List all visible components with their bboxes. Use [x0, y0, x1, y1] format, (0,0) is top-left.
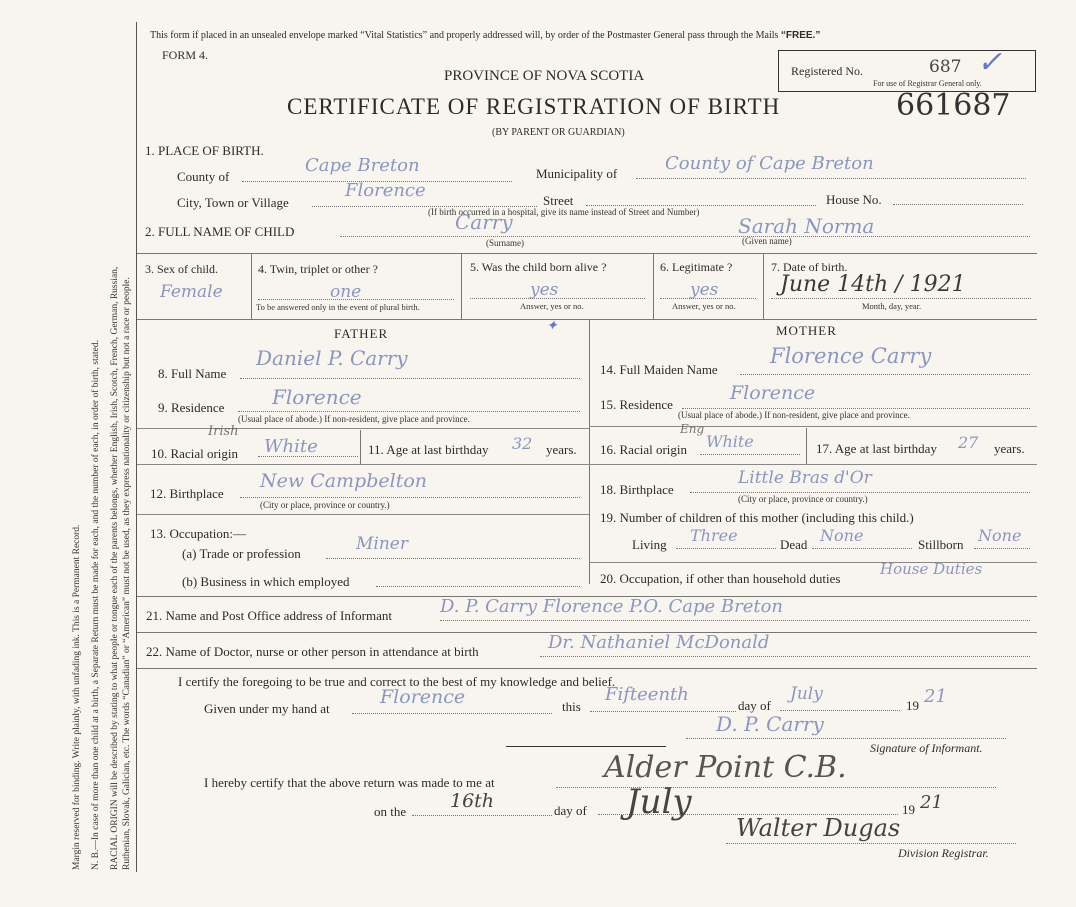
year-value: 21	[924, 686, 947, 707]
side-note-3: RACIAL ORIGIN will be described by stating to what people or tongue each of the parents belongs, whether English, Irish, Scotch, French, German, Russian,	[110, 266, 120, 870]
child-label: 2. FULL NAME OF CHILD	[145, 224, 295, 239]
mother-birthplace-note: (City or place, province or country.)	[738, 494, 868, 504]
year-prefix: 19	[906, 698, 919, 713]
street-label: Street	[543, 193, 574, 208]
mother-age-label: 17. Age at last birthday	[816, 441, 937, 456]
place-label: 1. PLACE OF BIRTH.	[145, 143, 264, 158]
father-age-label: 11. Age at last birthday	[368, 442, 489, 457]
father-business-label: (b) Business in which employed	[182, 574, 350, 589]
date-note: Month, day, year.	[862, 301, 922, 311]
father-age-value: 32	[512, 434, 533, 453]
doctor-label: 22. Name of Doctor, nurse or other person in attendance at birth	[146, 644, 479, 659]
father-racial-above: Irish	[208, 424, 239, 439]
registrar-text: I hereby certify that the above return was made to me at	[204, 775, 495, 790]
mother-children-label: 19. Number of children of this mother (including this child.)	[600, 510, 914, 525]
father-residence-label: 9. Residence	[158, 400, 225, 415]
father-racial-label: 10. Racial origin	[151, 446, 239, 461]
given-label: Given under my hand at	[204, 701, 330, 716]
dead-value: None	[820, 526, 864, 545]
mother-residence-note: (Usual place of abode.) If non-resident, give place and province.	[678, 410, 910, 420]
mother-occupation-value: House Duties	[880, 560, 983, 578]
mother-name-label: 14. Full Maiden Name	[600, 362, 718, 377]
registrar-year-value: 21	[920, 792, 943, 813]
this-value: Fifteenth	[605, 684, 689, 705]
father-residence-value: Florence	[272, 385, 362, 409]
father-birthplace-value: New Campbelton	[260, 470, 428, 492]
mother-heading: MOTHER	[776, 323, 837, 338]
stillborn-value: None	[978, 526, 1022, 545]
registrar-day-of-value: July	[626, 782, 692, 822]
left-border	[136, 22, 137, 872]
living-value: Three	[690, 526, 738, 545]
mother-racial-above: Eng	[680, 422, 705, 436]
form-number: FORM 4.	[162, 48, 209, 62]
mother-residence-value: Florence	[730, 382, 816, 404]
surname-note: (Surname)	[486, 238, 524, 248]
certificate-subtitle: (BY PARENT OR GUARDIAN)	[492, 127, 625, 138]
this-label: this	[562, 699, 581, 714]
informant-value: D. P. Carry Florence P.O. Cape Breton	[440, 596, 784, 617]
mother-birthplace-label: 18. Birthplace	[600, 482, 674, 497]
mother-birthplace-value: Little Bras d'Or	[738, 468, 872, 488]
sex-value: Female	[160, 282, 223, 302]
side-note-4: Ruthenian, Slovak, Galician, etc. The words “Canadian” or “American” must not be used, as they express nationality or citizenship but not a race or people.	[122, 277, 132, 870]
municipality-value: County of Cape Breton	[665, 153, 874, 174]
house-label: House No.	[826, 192, 882, 207]
stillborn-label: Stillborn	[918, 537, 964, 552]
given-value: Sarah Norma	[738, 214, 875, 238]
postal-note: This form if placed in an unsealed envelope marked “Vital Statistics” and properly addressed will, by order of the Postmaster General pass through the Mails “FREE.”	[150, 30, 821, 41]
father-years: years.	[546, 442, 577, 457]
municipality-label: Municipality of	[536, 166, 618, 181]
registrar-place-value: Alder Point C.B.	[604, 750, 847, 785]
side-note-1: Margin reserved for binding. Write plainly, with unfading ink. This is a Permanent Record.	[72, 524, 82, 870]
certify-text: I certify the foregoing to be true and correct to the best of my knowledge and belief.	[178, 674, 616, 689]
twin-label: 4. Twin, triplet or other ?	[258, 262, 378, 276]
dead-label: Dead	[780, 537, 808, 552]
day-of-label: day of	[738, 698, 771, 713]
mother-age-value: 27	[958, 433, 979, 452]
mother-residence-label: 15. Residence	[600, 397, 673, 412]
alive-note: Answer, yes or no.	[520, 301, 584, 311]
registrar-year-prefix: 19	[902, 802, 915, 817]
certificate-title: CERTIFICATE OF REGISTRATION OF BIRTH	[287, 94, 781, 119]
father-occupation-label: 13. Occupation:—	[150, 526, 247, 541]
father-residence-note: (Usual place of abode.) If non-resident, give place and province.	[238, 414, 470, 424]
sex-label: 3. Sex of child.	[145, 262, 218, 276]
registered-value: 687	[929, 57, 962, 77]
alive-value: yes	[530, 280, 559, 300]
given-place-value: Florence	[380, 686, 466, 708]
pen-mark: ✦	[546, 318, 558, 334]
mother-racial-value: White	[706, 432, 754, 451]
informant-label: 21. Name and Post Office address of Informant	[146, 608, 392, 623]
date-label: 7. Date of birth.	[771, 260, 848, 274]
twin-note: To be answered only in the event of plural birth.	[256, 302, 420, 312]
day-of-value: July	[790, 684, 823, 704]
father-name-value: Daniel P. Carry	[256, 346, 408, 370]
hospital-note: (If birth occurred in a hospital, give its name instead of Street and Number)	[428, 207, 700, 217]
province-heading: PROVINCE OF NOVA SCOTIA	[444, 68, 645, 84]
father-birthplace-label: 12. Birthplace	[150, 486, 224, 501]
father-trade-value: Miner	[356, 534, 408, 554]
registrar-signature: Walter Dugas	[736, 814, 901, 842]
date-value: June 14th / 1921	[780, 272, 966, 297]
informant-signature: D. P. Carry	[716, 712, 824, 736]
division-registrar-label: Division Registrar.	[898, 846, 989, 860]
on-the-value: 16th	[450, 790, 495, 812]
twin-value: one	[330, 282, 362, 302]
registered-box	[778, 45, 1036, 92]
signature-informant-label: Signature of Informant.	[870, 741, 983, 755]
father-name-label: 8. Full Name	[158, 366, 227, 381]
alive-label: 5. Was the child born alive ?	[470, 260, 607, 274]
mother-occupation-label: 20. Occupation, if other than household duties	[600, 571, 841, 586]
registrar-day-of-label: day of	[554, 803, 587, 818]
legit-label: 6. Legitimate ?	[660, 260, 733, 274]
county-label: County of	[177, 169, 230, 184]
father-birthplace-note: (City or place, province or country.)	[260, 500, 390, 510]
county-value: Cape Breton	[305, 155, 420, 176]
doctor-value: Dr. Nathaniel McDonald	[548, 632, 770, 653]
check-mark: ✓	[977, 45, 1003, 80]
surname-value: Carry	[455, 210, 513, 234]
mother-years: years.	[994, 441, 1025, 456]
registrar-use-note: For use of Registrar General only.	[873, 79, 982, 88]
legit-note: Answer, yes or no.	[672, 301, 736, 311]
city-value: Florence	[345, 180, 426, 201]
living-label: Living	[632, 537, 667, 552]
given-note: (Given name)	[742, 236, 792, 246]
father-heading: FATHER	[334, 326, 389, 341]
city-label: City, Town or Village	[177, 195, 289, 210]
side-note-2: N. B.—In case of more than one child at a birth, a Separate Return must be made for each, and the number of each, in order of birth, stated.	[91, 340, 101, 870]
mother-racial-label: 16. Racial origin	[600, 442, 688, 457]
father-racial-value: White	[264, 436, 318, 457]
hand-number: 661687	[896, 88, 1011, 123]
father-trade-label: (a) Trade or profession	[182, 546, 301, 561]
mother-name-value: Florence Carry	[770, 344, 932, 368]
on-the-label: on the	[374, 804, 407, 819]
registered-label: Registered No.	[791, 64, 863, 78]
legit-value: yes	[690, 280, 719, 300]
